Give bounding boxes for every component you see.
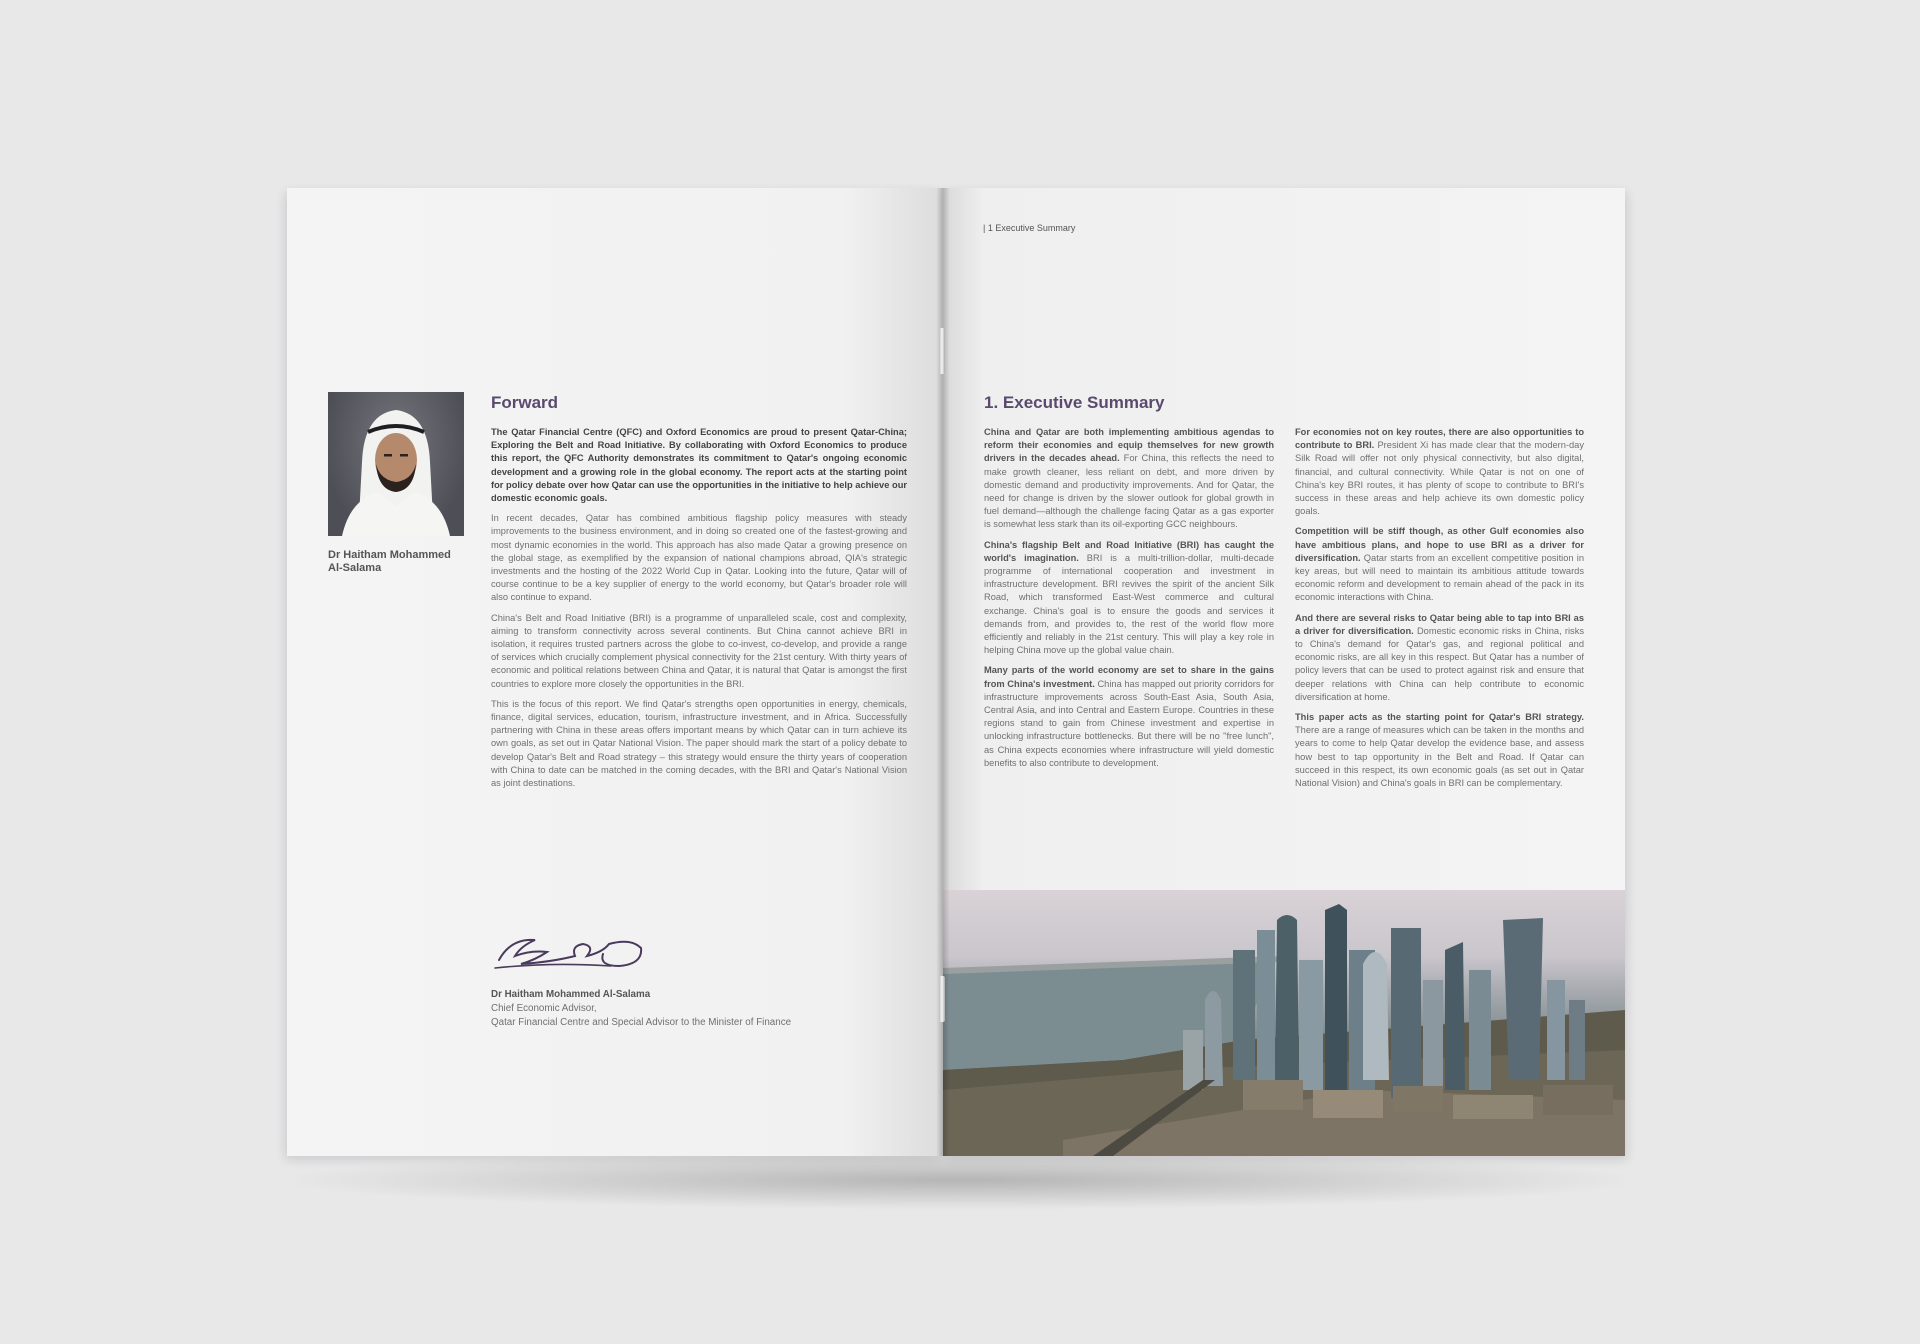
forward-paragraph: This is the focus of this report. We find Qatar's strengths open opportunities in energy, chemicals, finance, digital services, education, tourism, infrastructure investment, and in Africa. Successfully partnering with China in these areas offers important means by which Qatar can in turn achieve its own goals, as set out in Qatar National Vision. The paper should mark the start of a policy debate to develop Qatar's Belt and Road strategy – this strategy would ensure the thirty years of cooperation with China to date can be matched in the coming decades, with the BRI and Qatar's National Vision as joint destinations. [491, 698, 907, 789]
author-portrait [328, 392, 464, 536]
paragraph-lead: Many parts of the world economy are set to share in the gains from China's investment. [984, 665, 1274, 689]
top-staple [939, 328, 945, 374]
summary-column-2 [1295, 426, 1584, 797]
paragraph-text: There are a range of measures which can be taken in the months and years to come to help Qatar develop the evidence base, and assess how best to tap opportunity in the Belt and Road. If Qatar can succeed in this respect, its own economic goals (as set out in Qatar National Vision) and China's goals in BRI can be complementary. [1295, 725, 1584, 789]
forward-paragraph: In recent decades, Qatar has combined ambitious flagship policy measures with steady improvements to the business environment, and in doing so created one of the fastest-growing and most dynamic economies in the world. This approach has also made Qatar a growing presence on the global stage, as exemplified by the expansion of national champions abroad, QIA's strategic investments and the hosting of the 2022 World Cup in Qatar. Looking into the future, Qatar will of course continue to be a key supplier of energy to the world economy, but Qatar's broader role will also continue to expand. [491, 513, 907, 603]
signatory-role: Chief Economic Advisor, [491, 1003, 597, 1014]
paragraph-lead: For economies not on key routes, there are also opportunities to contribute to BRI. [1295, 427, 1584, 451]
summary-paragraph [1295, 612, 1584, 704]
paragraph-text: Qatar starts from an excellent competitive position in key areas, but will need to maintain its ambitious attitude towards economic reform and development to remain ahead of the pack in its economic interactions with China. [1295, 552, 1584, 603]
summary-paragraph [1295, 525, 1584, 604]
forward-title: Forward [491, 393, 559, 412]
summary-paragraph [984, 664, 1274, 770]
summary-paragraph [984, 539, 1274, 658]
paragraph-lead: China's flagship Belt and Road Initiative (BRI) has caught the world's imagination. [984, 539, 1274, 563]
right-page [943, 188, 1625, 1156]
signature-block [491, 988, 791, 1030]
paragraph-text: Domestic economic risks in China, risks to China's demand for Qatar's gas, and regional political and economic risks, are all key in this respect. But Qatar has a number of policy levers that can be used to protect against risk and ensure that deeper relations with China can help contribute to economic diversification at home. [1295, 625, 1585, 702]
forward-paragraph: The Qatar Financial Centre (QFC) and Oxford Economics are proud to present Qatar-China; Exploring the Belt and Road Initiative. By collaborating with Oxford Economics to produce this report, the QFC Authority demonstrates its commitment to Qatar's ongoing economic development and a growing role in the global economy. The report acts at the starting point for policy debate over how Qatar can use the opportunities in the initiative to help achieve our domestic economic goals. [491, 427, 907, 504]
bottom-staple [939, 976, 945, 1022]
signatory-organisation: Qatar Financial Centre and Special Advisor to the Minister of Finance [491, 1017, 792, 1028]
portrait-caption: Dr Haitham Mohammed Al-Salama [328, 549, 451, 574]
forward-body [491, 426, 907, 797]
summary-paragraph [1295, 426, 1584, 518]
paragraph-text: President Xi has made clear that the modern-day Silk Road will offer not only physical connectivity, but also digital, financial, and cultural connectivity. While Qatar is not on one of China's key BRI routes, it has plenty of scope to contribute to BRI's success in these areas and help achieve its own domestic policy goals. [1295, 440, 1585, 517]
summary-column-1 [984, 426, 1274, 777]
paragraph-lead: Competition will be stiff though, as other Gulf economies also have ambitious plans, and hope to use BRI as a driver for diversification. [1295, 526, 1584, 563]
paragraph-lead: This paper acts as the starting point for Qatar's BRI strategy. [1295, 712, 1584, 723]
left-page [287, 188, 943, 1156]
forward-paragraph: China's Belt and Road Initiative (BRI) is a programme of unparalleled scale, cost and complexity, aiming to transform connectivity across several continents. But China cannot achieve BRI in isolation, it requires trusted partners across the globe to co-invest, co-develop, and provide a range of services which crucially complement physical connectivity for the 21st century. With thirty years of economic and political relations between China and Qatar, it is natural that Qatar is amongst the first countries to explore more closely the opportunities in the BRI. [491, 612, 907, 689]
paragraph-text: China has mapped out priority corridors for infrastructure improvements across South-East Asia, South Asia, Central Asia, and into Central and Eastern Europe. Countries in these regions stand to gain from Chinese investment and expertise in unlocking infrastructure bottlenecks. But there will be no "free lunch", as China expects economies where infrastructure will yield domestic benefits to also contribute to development. [984, 678, 1274, 768]
executive-summary-title: 1. Executive Summary [984, 393, 1165, 412]
handwritten-signature [491, 926, 651, 979]
doha-skyline-photo [943, 890, 1625, 1156]
brochure-shadow [270, 1150, 1650, 1210]
paragraph-text: For China, this reflects the need to make growth cleaner, less reliant on debt, and more driven by domestic demand and productivity improvements. And for Qatar, the need for change is driven by the slower outlook for global growth in fuel demand—although the challenge facing Qatar as a gas exporter is somewhat less stark than its oil-exporting GCC neighbours. [984, 453, 1274, 530]
running-head: | 1 Executive Summary [983, 223, 1076, 233]
paragraph-lead: China and Qatar are both implementing ambitious agendas to reform their economies and equip themselves for new growth drivers in the decades ahead. [984, 427, 1274, 464]
signatory-name: Dr Haitham Mohammed Al-Salama [491, 989, 651, 1000]
paragraph-lead: And there are several risks to Qatar being able to tap into BRI as a driver for diversification. [1295, 612, 1584, 636]
summary-paragraph [984, 426, 1274, 532]
paragraph-text: BRI is a multi-trillion-dollar, multi-decade programme of international cooperation and investment in infrastructure development. BRI revives the spirit of the ancient Silk Road, which transformed East-West commerce and cultural exchange. China's goal is to ensure the goods and services it demands from, and provides to, the rest of the world flow more efficiently and reliably in the 21st century. This will play a key role in helping China move up the global value chain. [984, 552, 1274, 656]
summary-paragraph [1295, 711, 1584, 790]
